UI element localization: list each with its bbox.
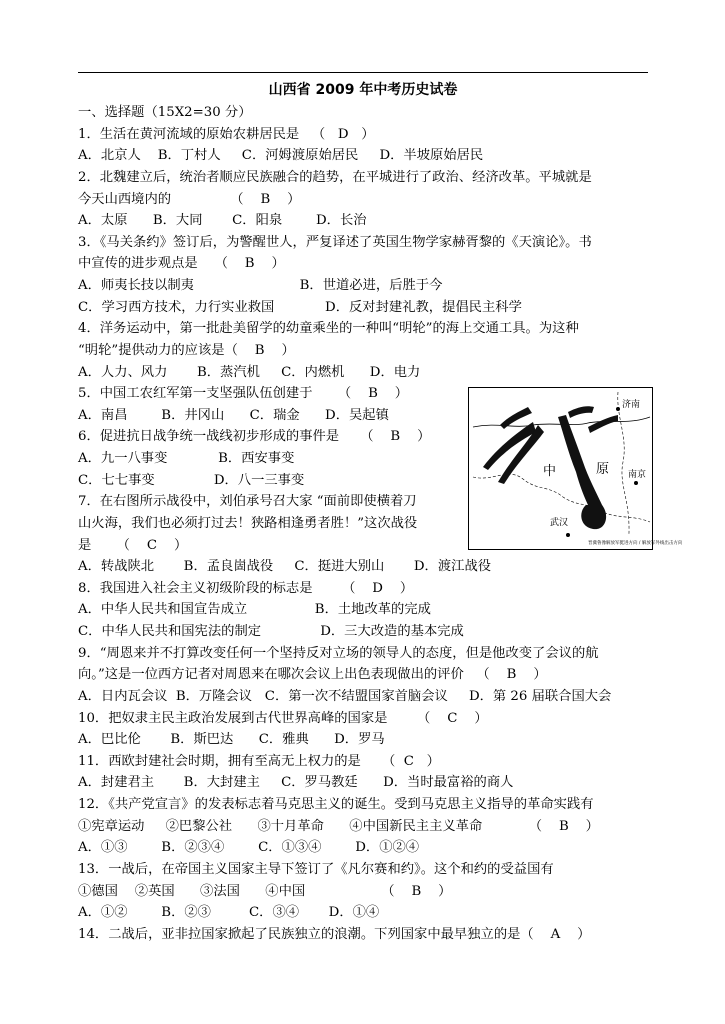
text-line: A．①③ B．②③④ C．①③④ D．①②④ bbox=[78, 840, 420, 856]
city-marker bbox=[634, 481, 638, 485]
text-line: C．中华人民共和国宪法的制定 D．三大改造的基本完成 bbox=[78, 624, 464, 639]
text-line: A．巴比伦 B．斯巴达 C．雅典 D．罗马 bbox=[78, 732, 385, 748]
text-line: 1．生活在黄河流域的原始农耕居民是 （ D ） bbox=[78, 126, 375, 142]
text-line: 向。”这是一位西方记者对周恩来在哪次会议上出色表现做出的评价 （ B ） bbox=[78, 667, 547, 683]
text-line: 4．洋务运动中，第一批赴美留学的幼童乘坐的一种叫“明轮”的海上交通工具。为这种 bbox=[78, 321, 579, 337]
map-legend: 晋冀鲁豫解放军挺进方向 / 解放军外线出击方向 bbox=[588, 541, 683, 546]
text-line: A．九一八事变 B．西安事变 bbox=[78, 451, 295, 466]
text-line: A．中华人民共和国宣告成立 B．土地改革的完成 bbox=[78, 602, 431, 618]
text-line: A．师夷长技以制夷 B．世道必进，后胜于今 bbox=[78, 278, 443, 293]
text-line: A．①② B．②③ C．③④ D．①④ bbox=[78, 905, 380, 921]
text-line: C．学习西方技术，力行实业救国 D．反对封建礼教，提倡民主科学 bbox=[78, 299, 522, 315]
page-title: 山西省 2009 年中考历史试卷 bbox=[268, 82, 458, 98]
text-line: “明轮”提供动力的应该是（ B ） bbox=[78, 342, 295, 358]
text-line: 今天山西境内的 （ B ） bbox=[78, 191, 301, 207]
text-line: 5．中国工农红军第一支坚强队伍创建于 （ B ） bbox=[78, 386, 409, 402]
map-label-jinan: 济南 bbox=[622, 400, 641, 410]
text-line: 3．《马关条约》签订后，为警醒世人，严复译述了英国生物学家赫胥黎的《天演论》。书 bbox=[78, 234, 592, 250]
map-label-zhong: 中 bbox=[543, 464, 557, 479]
text-line: 2．北魏建立后，统治者顺应民族融合的趋势，在平城进行了政治、经济改革。平城就是 bbox=[78, 169, 592, 185]
city-marker bbox=[616, 407, 620, 411]
text-line: 中宣传的进步观点是 （ B ） bbox=[78, 256, 285, 272]
map-label-wuhan: 武汉 bbox=[550, 518, 569, 528]
text-line: 14．二战后，亚非拉国家掀起了民族独立的浪潮。下列国家中最早独立的是（ A ） bbox=[78, 926, 591, 942]
text-line: A．转战陕北 B．孟良崮战役 C．挺进大别山 D．渡江战役 bbox=[78, 559, 492, 575]
text-line: A．北京人 B．丁村人 C．河姆渡原始居民 D．半坡原始居民 bbox=[78, 148, 484, 164]
battle-map-figure bbox=[468, 387, 683, 550]
text-line: ①德国 ②英国 ③法国 ④中国 （ B ） bbox=[78, 883, 452, 899]
text-line: 12．《共产党宣言》的发表标志着马克思主义的诞生。受到马克思主义指导的革命实践有 bbox=[78, 797, 594, 812]
city-marker bbox=[566, 533, 570, 537]
text-line: 是 （ C ） bbox=[78, 537, 188, 553]
map-label-yuan: 原 bbox=[596, 462, 610, 477]
top-rule bbox=[78, 72, 648, 73]
text-line: A．太原 B．大同 C．阳泉 D．长治 bbox=[78, 213, 367, 229]
text-line: 6．促进抗日战争统一战线初步形成的事件是 （ B ） bbox=[78, 429, 431, 445]
text-line: 8．我国进入社会主义初级阶段的标志是 （ D ） bbox=[78, 580, 414, 596]
text-line: 11．西欧封建社会时期，拥有至高无上权力的是 （ C ） bbox=[78, 753, 440, 769]
text-line: C．七七事变 D．八一三事变 bbox=[78, 472, 305, 488]
text-line: 9．“周恩来并不打算改变任何一个坚持反对立场的领导人的态度，但是他改变了会议的航 bbox=[78, 645, 599, 661]
text-line: ①宪章运动 ②巴黎公社 ③十月革命 ④中国新民主主义革命 （ B ） bbox=[78, 818, 599, 834]
map-label-nanjing: 南京 bbox=[628, 470, 647, 480]
text-line: A．日内瓦会议 B．万隆会议 C．第一次不结盟国家首脑会议 D．第 26 届联合国大会 bbox=[78, 688, 612, 704]
text-line: 13．一战后，在帝国主义国家主导下签订了《凡尔赛和约》。这个和约的受益国有 bbox=[78, 861, 554, 877]
text-line: 一、选择题（15X2=30 分） bbox=[78, 105, 252, 120]
text-line: 7．在右图所示战役中，刘伯承号召大家 “面前即使横着刀 bbox=[78, 494, 417, 510]
text-line: 10．把奴隶主民主政治发展到古代世界高峰的国家是 （ C ） bbox=[78, 710, 488, 726]
text-line: 山火海，我们也必须打过去！狭路相逢勇者胜！”这次战役 bbox=[78, 515, 418, 531]
text-line: A．人力、风力 B．蒸汽机 C．内燃机 D．电力 bbox=[78, 364, 421, 380]
text-line: A．封建君主 B．大封建主 C．罗马教廷 D．当时最富裕的商人 bbox=[78, 775, 514, 791]
text-line: A．南昌 B．井冈山 C．瑞金 D．吴起镇 bbox=[78, 407, 389, 423]
